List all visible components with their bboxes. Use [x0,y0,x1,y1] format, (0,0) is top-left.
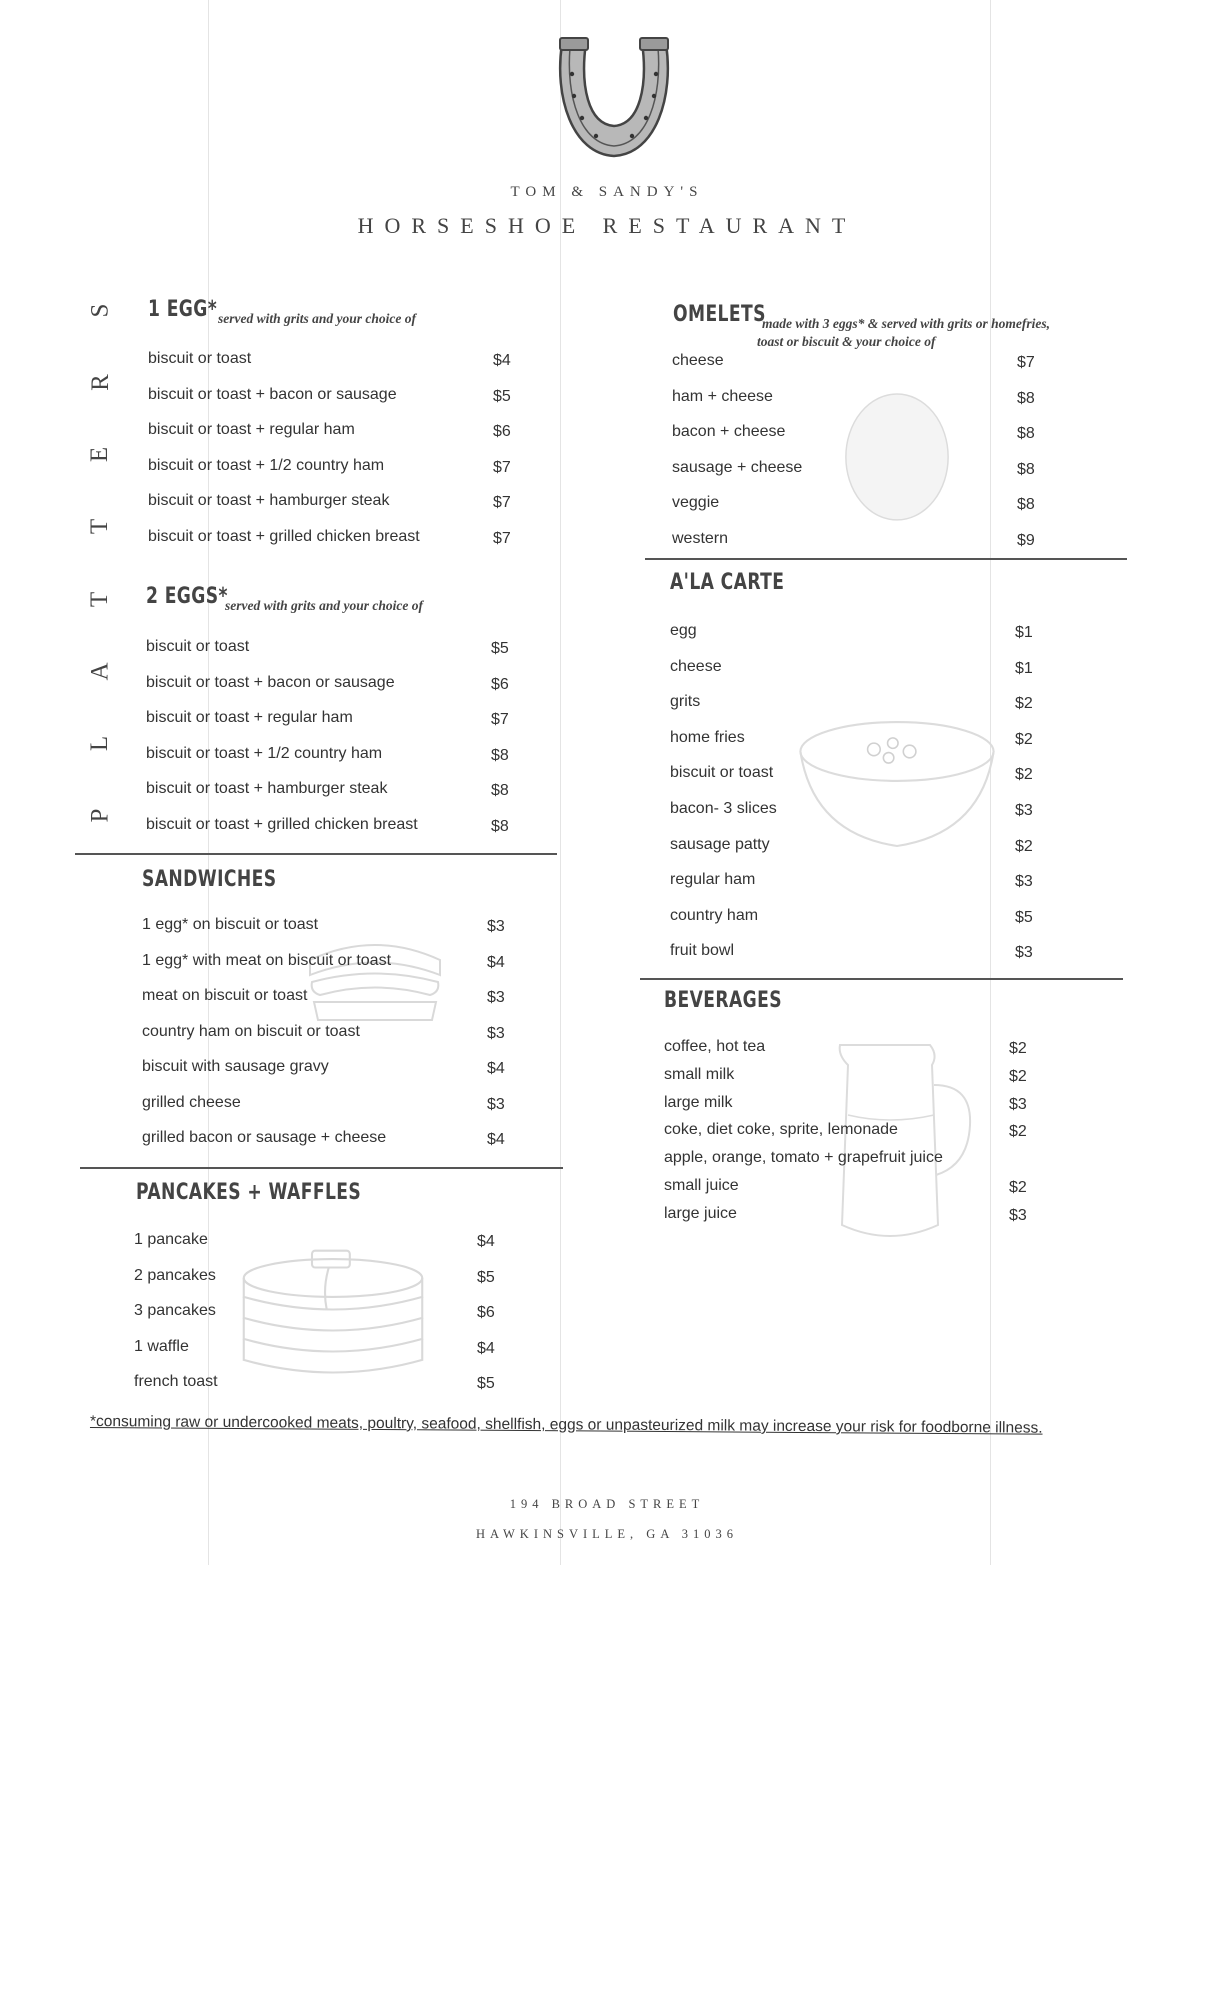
menu-item-name: regular ham [670,871,756,889]
menu-item-name: bacon + cheese [672,423,786,440]
menu-item-name: grilled cheese [142,1093,241,1111]
menu-item [670,869,1033,905]
menu-item-name: 2 pancakes [134,1266,216,1284]
one-egg-note: served with grits and your choice of [218,311,416,326]
menu-item [148,419,511,455]
platters-letter: T [86,591,114,607]
menu-item [670,727,1033,763]
platters-letter: A [86,662,114,681]
menu-item-name: grilled bacon or sausage + cheese [142,1129,387,1146]
alacarte-list [670,620,1033,976]
divider [640,978,1123,980]
sandwiches-list [142,914,505,1163]
menu-item-name: small milk [664,1065,735,1083]
menu-item [142,914,505,950]
platters-letter: E [86,447,114,463]
menu-item [134,1265,495,1301]
menu-item [664,1147,943,1175]
menu-item [664,1175,1027,1203]
menu-item [672,386,1035,422]
pancake-stack-illustration [228,1235,438,1405]
sandwiches-title: SANDWICHES [142,867,277,892]
menu-item-name: sausage patty [670,835,770,853]
menu-item [664,1203,1027,1231]
menu-item-price: $8 [1017,425,1035,442]
menu-item-name: cheese [670,657,722,675]
address-street: 194 BROAD STREET [509,1497,705,1511]
menu-item-price: $2 [1009,1067,1027,1085]
menu-item [148,490,511,526]
menu-item-price: $5 [477,1268,495,1286]
menu-item-price: $3 [487,1024,505,1042]
menu-item [148,455,511,491]
menu-item [664,1119,1027,1147]
menu-item-price: $6 [477,1304,495,1321]
menu-item [670,656,1033,692]
menu-item-name: biscuit or toast + hamburger steak [146,780,388,797]
menu-item [148,348,511,384]
menu-item-name: biscuit or toast + hamburger steak [148,492,390,509]
foodborne-disclaimer: *consuming raw or undercooked meats, poultry, seafood, shellfish, eggs or unpasteurized milk may increase your risk for foodborne illness. [89,1413,1043,1437]
menu-item-name: veggie [672,494,720,511]
menu-item [672,350,1035,386]
menu-item-price: $8 [1017,389,1035,407]
beverages-title: BEVERAGES [664,988,782,1013]
menu-item [672,421,1035,457]
menu-item [146,743,509,779]
menu-item-price: $3 [1009,1095,1027,1113]
menu-item [664,1036,1027,1064]
menu-item-name: grits [670,693,701,711]
menu-item [146,672,509,708]
menu-item-name: 3 pancakes [134,1302,216,1319]
menu-item-price: $4 [477,1339,495,1357]
menu-item [134,1336,495,1372]
menu-item [670,905,1033,941]
menu-item-name: biscuit or toast + 1/2 country ham [146,744,383,762]
menu-item-name: country ham [670,906,759,924]
platters-side-label [80,298,120,828]
menu-item [664,1092,1027,1120]
menu-item-price: $7 [493,494,511,511]
omelets-title: OMELETS [673,302,766,327]
menu-item-name: bacon- 3 slices [670,799,777,817]
menu-item-name: biscuit or toast [148,350,252,367]
menu-item [670,620,1033,656]
menu-item-price: $8 [1017,460,1035,478]
menu-item-price: $2 [1015,837,1033,855]
menu-item-name: egg [670,622,697,639]
pancakes-title: PANCAKES + WAFFLES [136,1180,362,1205]
menu-item-price: $7 [491,711,509,728]
brand-subtitle: TOM & SANDY'S [510,184,704,200]
menu-item [134,1371,495,1407]
menu-item-price: $8 [491,782,509,799]
menu-item [146,707,509,743]
menu-item-price: $5 [477,1375,495,1392]
menu-item-name: biscuit or toast + regular ham [146,709,353,726]
horseshoe-logo [552,36,677,164]
menu-item [134,1300,495,1336]
menu-item-name: home fries [670,728,745,746]
pancakes-list [134,1229,495,1407]
one-egg-list [148,348,511,561]
two-eggs-list [146,636,509,849]
platters-letter: R [86,374,114,391]
menu-item-name: large juice [664,1204,737,1222]
menu-item [142,1092,505,1128]
menu-item-price: $2 [1015,695,1033,713]
menu-item [670,798,1033,834]
menu-item-name: large milk [664,1093,733,1111]
menu-item [670,940,1033,976]
menu-item-name: french toast [134,1373,218,1390]
menu-item-price: $3 [1015,801,1033,819]
menu-item-name: fruit bowl [670,942,735,960]
menu-item-price: $2 [1009,1178,1027,1196]
menu-item-price: $6 [491,675,509,693]
menu-item [148,384,511,420]
menu-item-name: apple, orange, tomato + grapefruit juice [664,1149,943,1167]
menu-item [672,457,1035,493]
two-eggs-note: served with grits and your choice of [225,598,423,613]
menu-item-name: cheese [672,352,724,369]
menu-item-name: sausage + cheese [672,458,803,476]
menu-item-price: $1 [1015,624,1033,641]
menu-item [142,1056,505,1092]
menu-item-name: coffee, hot tea [664,1038,766,1055]
menu-item-price: $7 [493,529,511,547]
egg-illustration [838,385,956,525]
menu-item-name: 1 egg* on biscuit or toast [142,916,319,933]
menu-item-price: $5 [493,387,511,405]
menu-item-name: country ham on biscuit or toast [142,1022,360,1040]
menu-item-price: $5 [491,640,509,657]
menu-item-price: $2 [1015,730,1033,748]
platters-letter: T [86,519,114,535]
menu-item [146,778,509,814]
menu-item-price: $2 [1009,1040,1027,1057]
menu-item-price: $8 [1017,496,1035,513]
grits-bowl-illustration [792,708,1002,858]
menu-item-price: $4 [477,1233,495,1250]
menu-item-price: $3 [487,918,505,935]
two-eggs-title: 2 EGGS* [146,584,228,609]
menu-item-price: $4 [487,953,505,971]
omelets-note-line1: made with 3 eggs* & served with grits or homefries, [762,316,1051,331]
menu-item-name: biscuit or toast + 1/2 country ham [148,456,385,474]
menu-item-name: 1 pancake [134,1231,208,1248]
menu-item-price: $3 [1009,1206,1027,1224]
omelets-note-line2: toast or biscuit & your choice of [757,334,936,349]
brand-title: HORSESHOE RESTAURANT [357,213,857,238]
menu-item-price: $3 [1015,944,1033,962]
divider [80,1167,563,1169]
menu-item-price: $6 [493,423,511,440]
menu-item [134,1229,495,1265]
menu-item-price: $2 [1015,766,1033,784]
menu-item-name: biscuit or toast + grilled chicken breast [148,527,420,545]
menu-item-price: $8 [491,746,509,764]
platters-letter: S [86,303,114,318]
platters-letter: L [86,735,114,751]
menu-item [142,950,505,986]
divider [75,853,557,855]
menu-item-price: $8 [491,817,509,835]
menu-item-name: biscuit or toast [670,764,774,782]
menu-item [672,492,1035,528]
menu-item-price: $7 [1017,354,1035,371]
menu-item [142,985,505,1021]
menu-item-name: 1 waffle [134,1337,189,1355]
menu-item [146,636,509,672]
menu-item [142,1021,505,1057]
menu-item-name: ham + cheese [672,387,773,405]
menu-item-price: $4 [493,352,511,369]
address-city: HAWKINSVILLE, GA 31036 [475,1527,739,1541]
menu-item-name: biscuit or toast + bacon or sausage [148,385,397,403]
menu-item-price: $3 [487,1095,505,1113]
omelets-list [672,350,1035,563]
menu-item [670,834,1033,870]
menu-item-name: biscuit or toast [146,638,250,655]
menu-item [670,762,1033,798]
menu-item [670,691,1033,727]
menu-item [142,1127,505,1163]
alacarte-title: A'LA CARTE [670,570,785,595]
menu-item-name: western [672,529,729,547]
menu-item-price: $5 [1015,908,1033,926]
menu-item-price: $3 [487,989,505,1006]
menu-item-name: biscuit or toast + grilled chicken breast [146,815,418,833]
menu-item-name: coke, diet coke, sprite, lemonade [664,1121,898,1139]
menu-item-price: $2 [1009,1123,1027,1141]
menu-item-name: meat on biscuit or toast [142,987,308,1004]
menu-item-price: $3 [1015,873,1033,891]
menu-item-price: $4 [487,1131,505,1148]
one-egg-title: 1 EGG* [148,297,218,322]
menu-item [146,814,509,850]
menu-item [664,1064,1027,1092]
menu-item-price: $7 [493,458,511,476]
platters-letter: P [86,808,114,823]
menu-item-name: biscuit or toast + bacon or sausage [146,673,395,691]
menu-item-price: $1 [1015,659,1033,677]
menu-item-name: 1 egg* with meat on biscuit or toast [142,951,392,969]
menu-item-name: biscuit or toast + regular ham [148,421,355,438]
divider [645,558,1127,560]
menu-item-price: $4 [487,1060,505,1077]
beverages-list [664,1036,1027,1231]
menu-item-name: biscuit with sausage gravy [142,1058,329,1075]
menu-item-name: small juice [664,1176,739,1194]
menu-item [148,526,511,562]
menu-item-price: $9 [1017,531,1035,549]
